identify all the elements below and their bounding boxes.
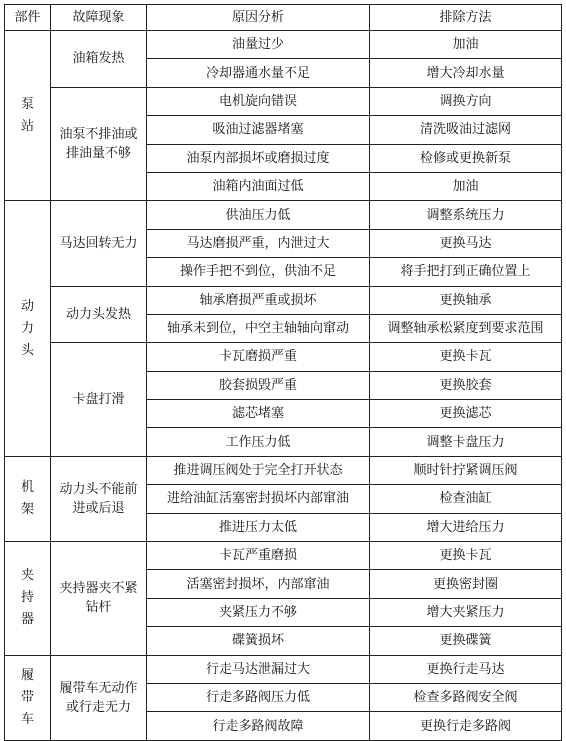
fix-cell: 更换胶套 [370,371,562,399]
part-char: 带 [20,689,34,705]
part-char: 车 [20,711,34,727]
fix-cell: 调整卡盘压力 [370,428,562,456]
cause-cell: 轴承磨损严重或损坏 [147,286,370,314]
fault-table [4,4,562,741]
part-cell [5,542,51,656]
symptom-cell: 卡盘打滑 [51,343,147,457]
fix-cell: 将手把打到正确位置上 [370,258,562,286]
part-char: 器 [20,612,34,628]
fix-cell: 检查多路阀安全阀 [370,683,562,711]
fix-cell: 顺时针拧紧调压阀 [370,456,562,484]
table-row [5,31,562,59]
header-row [5,5,562,31]
header-symptom: 故障现象 [51,5,147,31]
fix-cell: 更换密封圈 [370,570,562,598]
symptom-cell: 油箱发热 [51,31,147,88]
cause-cell: 卡瓦磨损严重 [147,343,370,371]
fix-cell: 更换行走多路阀 [370,712,562,740]
fault-table-body [5,5,562,741]
part-char: 动 [20,298,34,314]
fix-cell: 更换马达 [370,229,562,257]
cause-cell: 冷却器通水量不足 [147,59,370,87]
table-row [5,542,562,570]
part-char: 站 [20,118,34,134]
fix-cell: 加油 [370,31,562,59]
cause-cell: 供油压力低 [147,201,370,229]
cause-cell: 电机旋向错误 [147,87,370,115]
fix-cell: 更换行走马达 [370,655,562,683]
cause-cell: 行走多路阀故障 [147,712,370,740]
cause-cell: 进给油缸活塞密封损坏内部窜油 [147,485,370,513]
fix-cell: 更换卡瓦 [370,343,562,371]
fix-cell: 更换轴承 [370,286,562,314]
symptom-cell: 马达回转无力 [51,201,147,286]
header-fix: 排除方法 [370,5,562,31]
cause-cell: 行走马达泄漏过大 [147,655,370,683]
fix-cell: 检修或更换新泵 [370,144,562,172]
cause-cell: 油泵内部损坏或磨损过度 [147,144,370,172]
part-char: 架 [20,501,34,517]
cause-cell: 吸油过滤器堵塞 [147,116,370,144]
table-row [5,655,562,683]
table-row [5,201,562,229]
cause-cell: 夹紧压力不够 [147,598,370,626]
fix-cell: 检查油缸 [370,485,562,513]
part-char: 头 [20,342,34,358]
part-char: 泵 [20,96,34,112]
fix-cell: 更换滤芯 [370,400,562,428]
cause-cell: 推进调压阀处于完全打开状态 [147,456,370,484]
part-cell [5,456,51,541]
cause-cell: 工作压力低 [147,428,370,456]
fix-cell: 调整轴承松紧度到要求范围 [370,314,562,342]
table-row [5,286,562,314]
cause-cell: 推进压力太低 [147,513,370,541]
fix-cell: 更换碟簧 [370,627,562,655]
cause-cell: 滤芯堵塞 [147,400,370,428]
symptom-cell: 夹持器夹不紧钻杆 [51,542,147,656]
part-char: 力 [20,320,34,336]
cause-cell: 油量过少 [147,31,370,59]
header-part: 部件 [5,5,51,31]
cause-cell: 行走多路阀压力低 [147,683,370,711]
part-cell [5,31,51,201]
table-row [5,456,562,484]
table-row [5,343,562,371]
fix-cell: 增大夹紧压力 [370,598,562,626]
fix-cell: 加油 [370,172,562,200]
header-cause: 原因分析 [147,5,370,31]
table-row [5,87,562,115]
cause-cell: 马达磨损严重，内泄过大 [147,229,370,257]
symptom-cell: 动力头不能前进或后退 [51,456,147,541]
part-char: 履 [20,667,34,683]
cause-cell: 碟簧损坏 [147,627,370,655]
part-char: 夹 [20,568,34,584]
symptom-cell: 履带车无动作或行走无力 [51,655,147,740]
fix-cell: 调整系统压力 [370,201,562,229]
cause-cell: 卡瓦严重磨损 [147,542,370,570]
cause-cell: 胶套损毁严重 [147,371,370,399]
fix-cell: 清洗吸油过滤网 [370,116,562,144]
part-char: 持 [20,590,34,606]
part-cell [5,201,51,457]
cause-cell: 活塞密封损坏，内部窜油 [147,570,370,598]
cause-cell: 轴承未到位，中空主轴轴向窜动 [147,314,370,342]
fix-cell: 更换卡瓦 [370,542,562,570]
cause-cell: 油箱内油面过低 [147,172,370,200]
fix-cell: 增大冷却水量 [370,59,562,87]
part-char: 机 [20,479,34,495]
cause-cell: 操作手把不到位，供油不足 [147,258,370,286]
fix-cell: 调换方向 [370,87,562,115]
part-cell [5,655,51,740]
fix-cell: 增大进给压力 [370,513,562,541]
symptom-cell: 动力头发热 [51,286,147,343]
symptom-cell: 油泵不排油或排油量不够 [51,87,147,201]
